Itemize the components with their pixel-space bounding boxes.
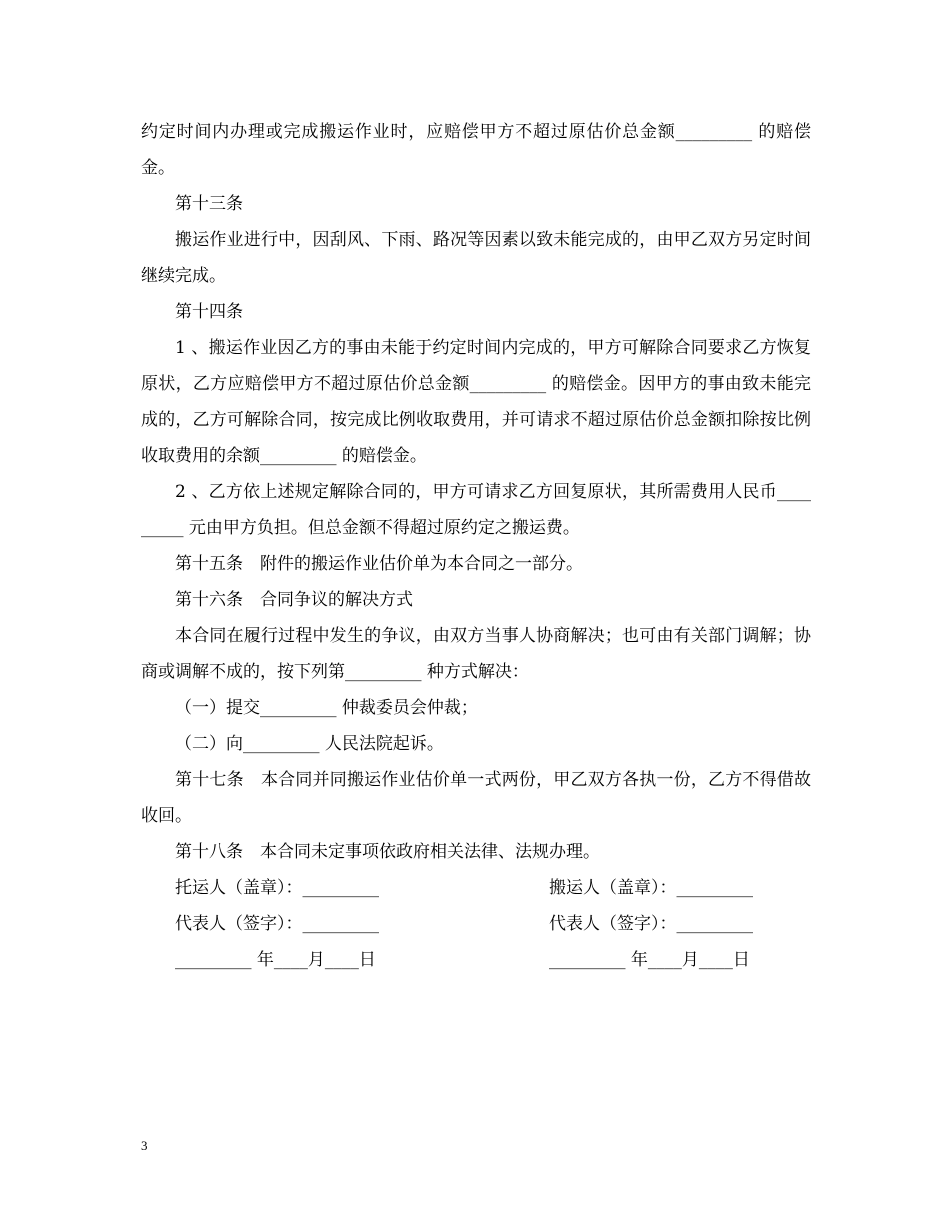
article-16-text: 本合同在履行过程中发生的争议，由双方当事人协商解决；也可由有关部门调解；协商或调解不成的，按下列第_________ 种方式解决： bbox=[141, 626, 811, 682]
article-13-heading: 第十三条 bbox=[175, 194, 243, 214]
signature-row-seal bbox=[141, 870, 811, 906]
carrier-representative-line: 代表人（签字）：_________ bbox=[549, 914, 753, 934]
shipper-seal-line: 托运人（盖章）：_________ bbox=[175, 878, 379, 898]
article-18: 第十八条 本合同未定事项依政府相关法律、法规办理。 bbox=[175, 842, 600, 862]
page-number: 3 bbox=[141, 1138, 148, 1153]
signature-row-representative bbox=[141, 906, 811, 942]
shipper-representative-line: 代表人（签字）：_________ bbox=[175, 914, 379, 934]
carrier-seal-line: 搬运人（盖章）：_________ bbox=[549, 878, 753, 898]
carrier-date-line: _________ 年____月____日 bbox=[549, 950, 750, 970]
article-17: 第十七条 本合同并同搬运作业估价单一式两份，甲乙双方各执一份，乙方不得借故收回。 bbox=[141, 770, 811, 826]
article-13-text: 搬运作业进行中，因刮风、下雨、路况等因素以致未能完成的，由甲乙双方另定时间继续完成。 bbox=[141, 230, 811, 286]
article-14-clause-1: 1 、搬运作业因乙方的事由未能于约定时间内完成的，甲方可解除合同要求乙方恢复原状，乙方应赔偿甲方不超过原估价总金额_________ 的赔偿金。因甲方的事由致未能完成的，乙方可解除合同，按完成比例收取费用，并可请求不超过原估价总金额扣除按比例收取费用的余额_________ 的赔偿金。 bbox=[141, 338, 811, 466]
shipper-date-line: _________ 年____月____日 bbox=[175, 950, 376, 970]
article-16-heading: 第十六条 合同争议的解决方式 bbox=[175, 590, 413, 610]
signature-row-date bbox=[141, 942, 811, 978]
dispute-option-court: （二）向_________ 人民法院起诉。 bbox=[175, 734, 444, 754]
article-14-heading: 第十四条 bbox=[175, 302, 243, 322]
article-14-clause-2: 2 、乙方依上述规定解除合同的，甲方可请求乙方回复原状，其所需费用人民币_________ 元由甲方负担。但总金额不得超过原约定之搬运费。 bbox=[141, 482, 811, 538]
dispute-option-arbitration: （一）提交_________ 仲裁委员会仲裁； bbox=[175, 698, 478, 718]
paragraph-compensation-continued: 约定时间内办理或完成搬运作业时，应赔偿甲方不超过原估价总金额_________ 的赔偿金。 bbox=[141, 122, 811, 178]
signature-block bbox=[141, 870, 811, 978]
article-15: 第十五条 附件的搬运作业估价单为本合同之一部分。 bbox=[175, 554, 583, 574]
contract-body bbox=[141, 114, 811, 978]
